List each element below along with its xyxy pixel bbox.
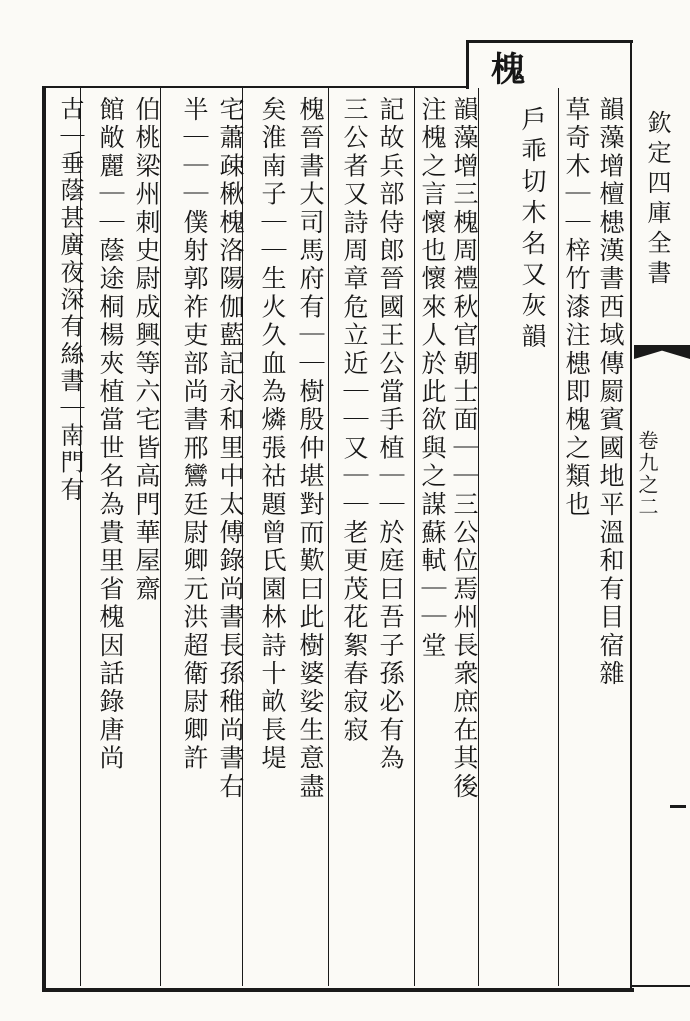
text-column-2: 草奇木｜｜梓竹漆注槵即槐之類也 <box>562 96 591 519</box>
headword: 槐 <box>491 50 525 90</box>
text-column-8: 槐晉書大司馬府有｜｜樹殷仲堪對而歎曰此樹婆娑生意盡 <box>296 96 325 801</box>
book-title: 欽定四庫全書 <box>643 110 671 290</box>
text-column-10: 宅蕭疎楸槐洛陽伽藍記永和里中太傅錄尚書長孫稚尚書右 <box>216 96 245 801</box>
volume-label: 卷九之二 <box>635 430 659 518</box>
frame-top-line <box>42 86 467 88</box>
text-column-1: 韻藻增檀槵漢書西域傳罽賓國地平溫和有目宿雜 <box>596 96 625 689</box>
text-column-9: 矣淮南子｜｜生火久血為燐張祜題曾氏園林詩十畝長堤 <box>258 96 287 773</box>
column-separator <box>558 88 559 986</box>
column-separator <box>328 88 329 986</box>
text-column-6: 記故兵部侍郎晉國王公當手植｜｜於庭曰吾子孫必有為 <box>376 96 405 773</box>
column-separator <box>414 88 415 986</box>
text-column-12: 伯桃梁州刺史尉成興等六宅皆高門華屋齋 <box>132 96 161 604</box>
margin-mark <box>670 805 686 808</box>
text-column-13: 館敞麗｜｜蔭途桐楊夾植當世名為貴里省槐因話錄唐尚 <box>96 96 125 773</box>
text-column-5: 注槐之言懷也懷來人於此欲與之謀蘇軾｜｜堂 <box>418 96 447 660</box>
text-column-11: 半｜｜｜僕射郭祚吏部尚書邢鸞廷尉卿元洪超衛尉卿許 <box>180 96 209 773</box>
margin-bottom-line <box>630 985 690 987</box>
text-column-4: 韻藻增三槐周禮秋官朝士面｜｜三公位焉州長衆庶在其後 <box>450 96 479 801</box>
text-column-3: 戶乖切木名又灰韻 <box>518 106 547 354</box>
text-column-14: 古｜垂蔭甚廣夜深有絲書｜南門有 <box>56 96 84 504</box>
text-column-7: 三公者又詩周章危立近｜｜又｜｜老更茂花絮春寂寂 <box>340 96 369 745</box>
